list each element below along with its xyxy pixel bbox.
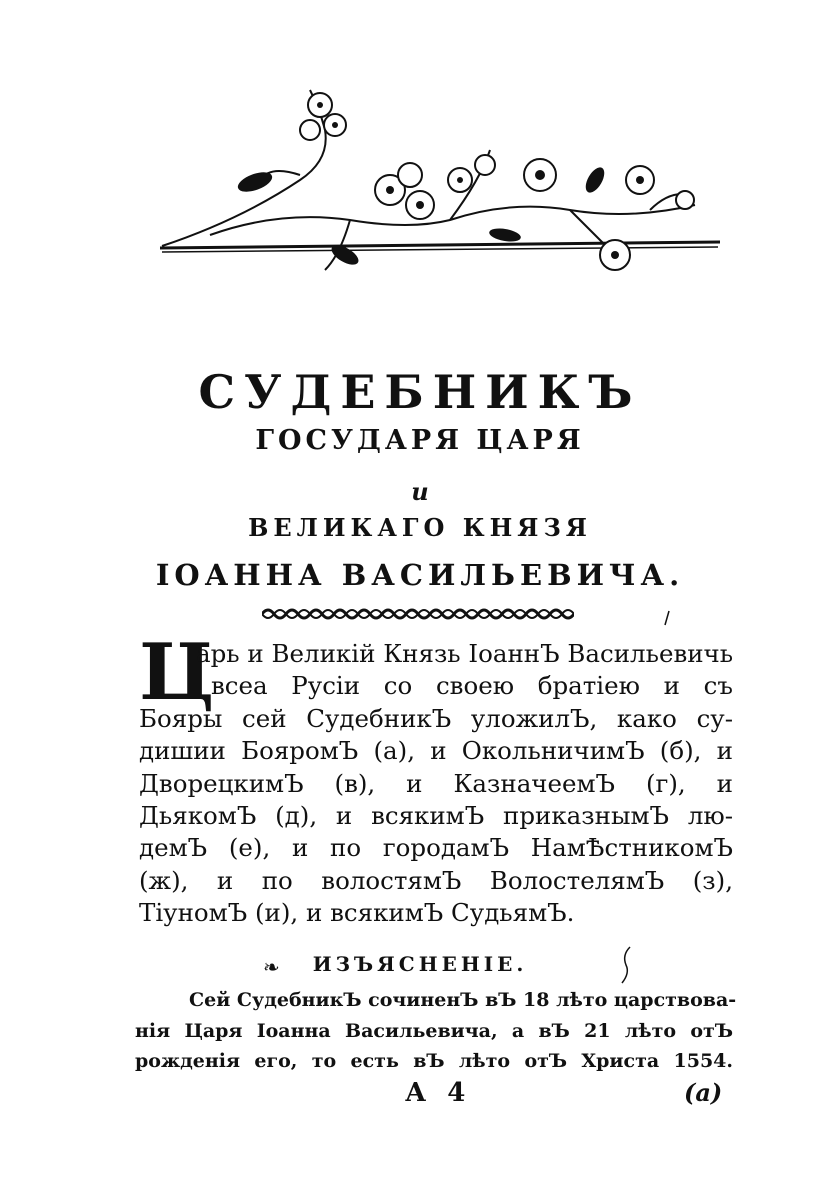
drop-cap-initial: Ц	[139, 627, 215, 718]
fleuron-icon: ❧	[263, 955, 280, 979]
body-line: (ж), и по волостямЪ ВолостелямЪ (з),	[139, 865, 733, 895]
note-line: рожденія его, то есть вЪ лѣто отЪ Христа 1554.	[135, 1050, 733, 1072]
title-line-2: ГОСУДАРЯ ЦАРЯ	[255, 425, 585, 456]
body-paragraph	[139, 638, 733, 930]
explanation-note	[135, 985, 737, 1077]
title-line-1: СУДЕБНИКЪ	[198, 365, 642, 419]
explanation-heading: ИЗЪЯСНЕНІЕ.	[312, 952, 528, 976]
signature-mark: А 4	[405, 1078, 472, 1108]
body-line: арь и Великій Князь ІоаннЪ Васильевичь	[196, 639, 734, 668]
title-line-3: и	[411, 477, 429, 506]
body-line: Бояры сей СудебникЪ уложилЪ, како су-	[139, 703, 733, 733]
body-line: ТіуномЪ (и), и всякимЪ СудьямЪ.	[139, 898, 575, 928]
catchword: (а)	[684, 1078, 723, 1107]
ornamental-rule	[262, 606, 574, 622]
body-line: демЪ (е), и по городамЪ НамѢстникомЪ	[139, 833, 733, 863]
stray-mark-icon	[662, 610, 672, 626]
body-line: всеа Русіи со своею братіею и съ	[211, 671, 733, 701]
floral-headpiece-ornament	[150, 70, 730, 295]
title-line-5: ІОАННА ВАСИЛЬЕВИЧА.	[155, 558, 685, 592]
title-line-4: ВЕЛИКАГО КНЯЗЯ	[248, 513, 592, 542]
handwritten-mark-icon	[618, 945, 634, 985]
body-line: ДьякомЪ (д), и всякимЪ приказнымЪ лю-	[139, 800, 733, 830]
body-line: дишии БояромЪ (а), и ОкольничимЪ (б), и	[139, 736, 733, 766]
note-line: Сей СудебникЪ сочиненЪ вЪ 18 лѣто царствова-	[189, 989, 737, 1011]
body-line: ДворецкимЪ (в), и КазначеемЪ (г), и	[139, 768, 733, 798]
note-line: нія Царя Іоанна Васильевича, а вЪ 21 лѣто отЪ	[135, 1019, 733, 1042]
